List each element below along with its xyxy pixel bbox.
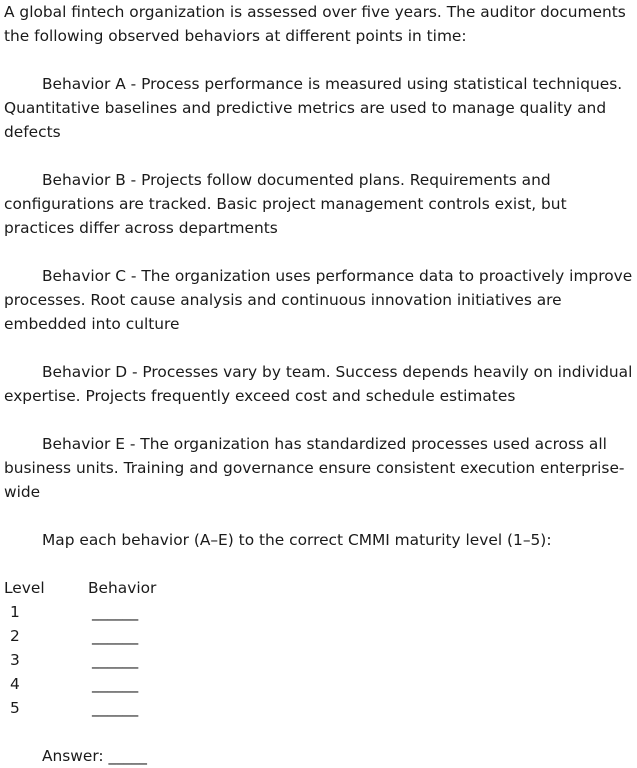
- behavior-b-paragraph: Behavior B - Projects follow documented plans. Requirements and configurations are tracked. Basic project management controls exist, but practices differ across departments: [4, 171, 567, 237]
- level-number: 4: [10, 675, 20, 693]
- answer-label: Answer:: [42, 747, 104, 765]
- behavior-d-paragraph: Behavior D - Processes vary by team. Success depends heavily on individual expertise. Projects frequently exceed cost and schedule estimates: [4, 363, 633, 405]
- behavior-blank[interactable]: ______: [92, 603, 139, 621]
- document: [4, 0, 636, 768]
- level-number: 5: [10, 699, 20, 717]
- table-row: [4, 696, 636, 720]
- level-number: 2: [10, 627, 20, 645]
- behavior-e-paragraph: Behavior E - The organization has standardized processes used across all business units. Training and governance ensure consistent execution enterprise-wide: [4, 435, 625, 501]
- intro-paragraph: A global fintech organization is assessed over five years. The auditor documents the following observed behaviors at different points in time:: [4, 3, 626, 45]
- answer-line: [4, 744, 636, 768]
- table-row: [4, 600, 636, 624]
- table-row: [4, 672, 636, 696]
- level-number: 3: [10, 651, 20, 669]
- level-header: Level: [4, 579, 45, 597]
- level-number: 1: [10, 603, 20, 621]
- behavior-header: Behavior: [88, 579, 157, 597]
- question-prompt: Map each behavior (A–E) to the correct CMMI maturity level (1–5):: [42, 531, 552, 549]
- behavior-c-paragraph: Behavior C - The organization uses performance data to proactively improve processes. Root cause analysis and continuous innovation initiatives are embedded into culture: [4, 267, 633, 333]
- table-row: [4, 648, 636, 672]
- mapping-table: [4, 576, 636, 720]
- answer-blank[interactable]: _____: [108, 747, 147, 765]
- behavior-blank[interactable]: ______: [92, 699, 139, 717]
- behavior-blank[interactable]: ______: [92, 651, 139, 669]
- table-row: [4, 624, 636, 648]
- behavior-blank[interactable]: ______: [92, 627, 139, 645]
- behavior-blank[interactable]: ______: [92, 675, 139, 693]
- behavior-a-paragraph: Behavior A - Process performance is measured using statistical techniques. Quantitative baselines and predictive metrics are used to manage quality and defects: [4, 75, 623, 141]
- table-header-row: [4, 576, 636, 600]
